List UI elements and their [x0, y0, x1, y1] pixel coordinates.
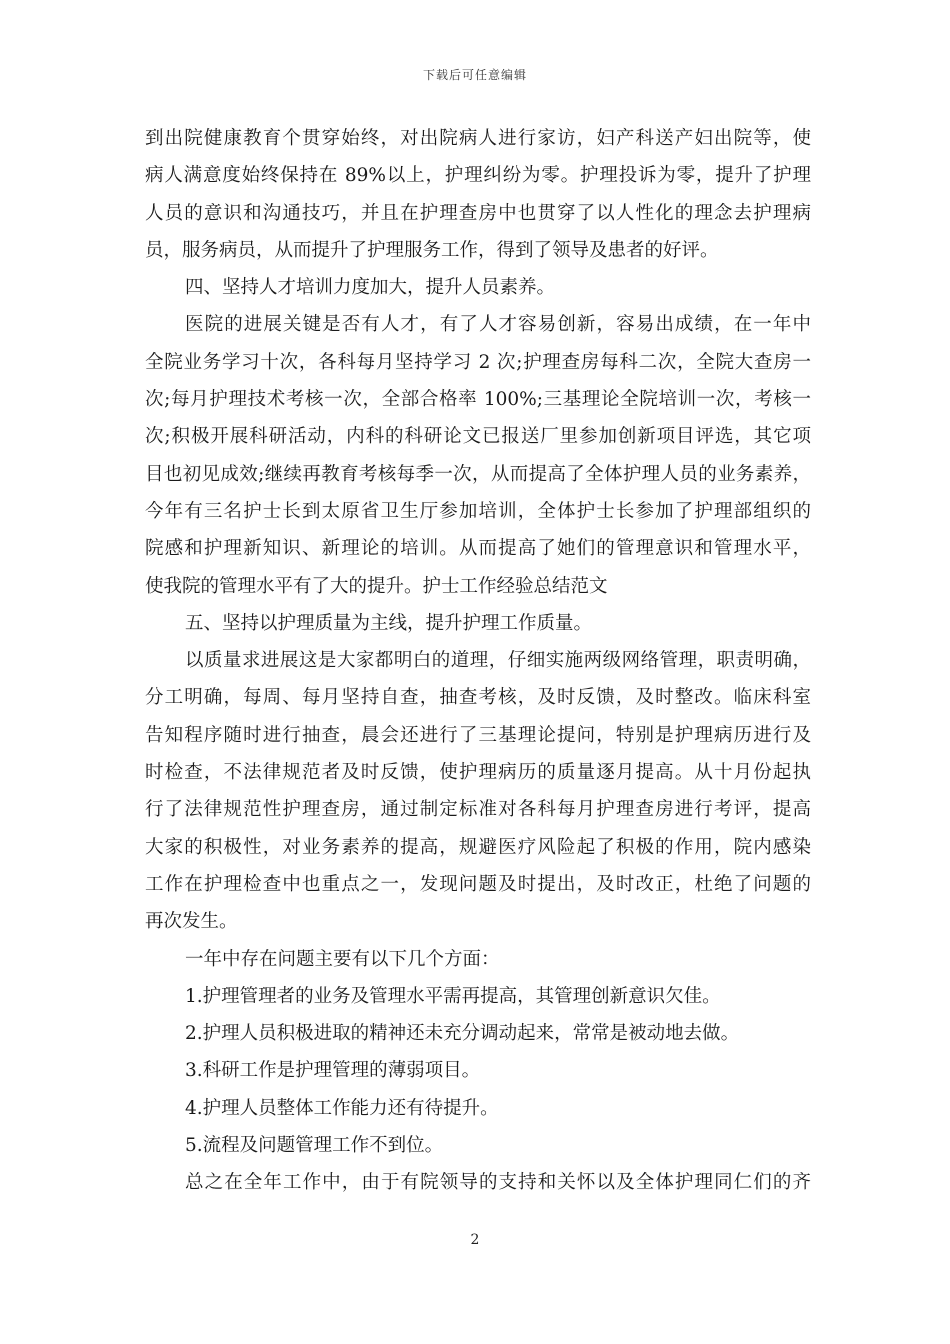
problem-item: 1.护理管理者的业务及管理水平需再提高，其管理创新意识欠佳。 [185, 985, 721, 1007]
text-line: 大家的积极性，对业务素养的提高，规避医疗风险起了积极的作用，院内感染 [145, 836, 811, 858]
text-line: 人员的意识和沟通技巧，并且在护理查房中也贯穿了以人性化的理念去护理病 [145, 202, 811, 224]
text-line: 到出院健康教育个贯穿始终，对出院病人进行家访，妇产科送产妇出院等，使 [145, 128, 811, 149]
text-line: 再次发生。 [145, 911, 238, 933]
text-line: 目也初见成效;继续再教育考核每季一次，从而提高了全体护理人员的业务素养， [145, 463, 811, 485]
page-header: 下载后可任意编辑 [422, 68, 527, 82]
text-line: 全院业务学习十次，各科每月坚持学习 2 次;护理查房每科二次，全院大查房一 [145, 351, 811, 373]
text-line: 今年有三名护士长到太原省卫生厅参加培训，全体护士长参加了护理部组织的 [145, 500, 811, 522]
section-heading-5: 五、坚持以护理质量为主线，提升护理工作质量。 [185, 612, 593, 634]
document-body [145, 120, 811, 1202]
text-line: 行了法律规范性护理查房，通过制定标准对各科每月护理查房进行考评，提高 [145, 799, 811, 821]
text-line: 院感和护理新知识、新理论的培训。从而提高了她们的管理意识和管理水平， [145, 538, 811, 560]
text-line: 工作在护理检查中也重点之一，发现问题及时提出，及时改正，杜绝了问题的 [145, 873, 811, 895]
problem-item: 2.护理人员积极进取的精神还未充分调动起来，常常是被动地去做。 [185, 1023, 740, 1045]
text-line: 分工明确，每周、每月坚持自查，抽查考核，及时反馈，及时整改。临床科室 [145, 687, 811, 709]
text-line: 以质量求进展这是大家都明白的道理，仔细实施两级网络管理，职责明确， [185, 650, 811, 672]
problem-item: 3.科研工作是护理管理的薄弱项目。 [185, 1060, 481, 1082]
text-line: 次;积极开展科研活动，内科的科研论文已报送厂里参加创新项目评选，其它项 [145, 426, 811, 448]
text-line: 告知程序随时进行抽查，晨会还进行了三基理论提问，特别是护理病历进行及 [145, 724, 811, 746]
page-number: 2 [470, 1232, 480, 1248]
text-line: 使我院的管理水平有了大的提升。护士工作经验总结范文 [145, 575, 608, 597]
problem-item: 4.护理人员整体工作能力还有待提升。 [185, 1097, 499, 1119]
text-line: 时检查，不法律规范者及时反馈，使护理病历的质量逐月提高。从十月份起执 [145, 762, 811, 784]
text-line: 员，服务病员，从而提升了护理服务工作，得到了领导及患者的好评。 [145, 239, 719, 261]
text-line: 次;每月护理技术考核一次，全部合格率 100%;三基理论全院培训一次，考核一 [145, 389, 811, 411]
problems-intro: 一年中存在问题主要有以下几个方面： [185, 948, 500, 970]
text-line: 医院的进展关键是否有人才，有了人才容易创新，容易出成绩，在一年中 [185, 314, 811, 336]
section-heading-4: 四、坚持人才培训力度加大，提升人员素养。 [185, 277, 556, 299]
text-line: 病人满意度始终保持在 89%以上，护理纠纷为零。护理投诉为零，提升了护理 [145, 165, 811, 187]
problem-item: 5.流程及问题管理工作不到位。 [185, 1135, 444, 1157]
text-line: 总之在全年工作中，由于有院领导的支持和关怀以及全体护理同仁们的齐 [185, 1172, 811, 1194]
